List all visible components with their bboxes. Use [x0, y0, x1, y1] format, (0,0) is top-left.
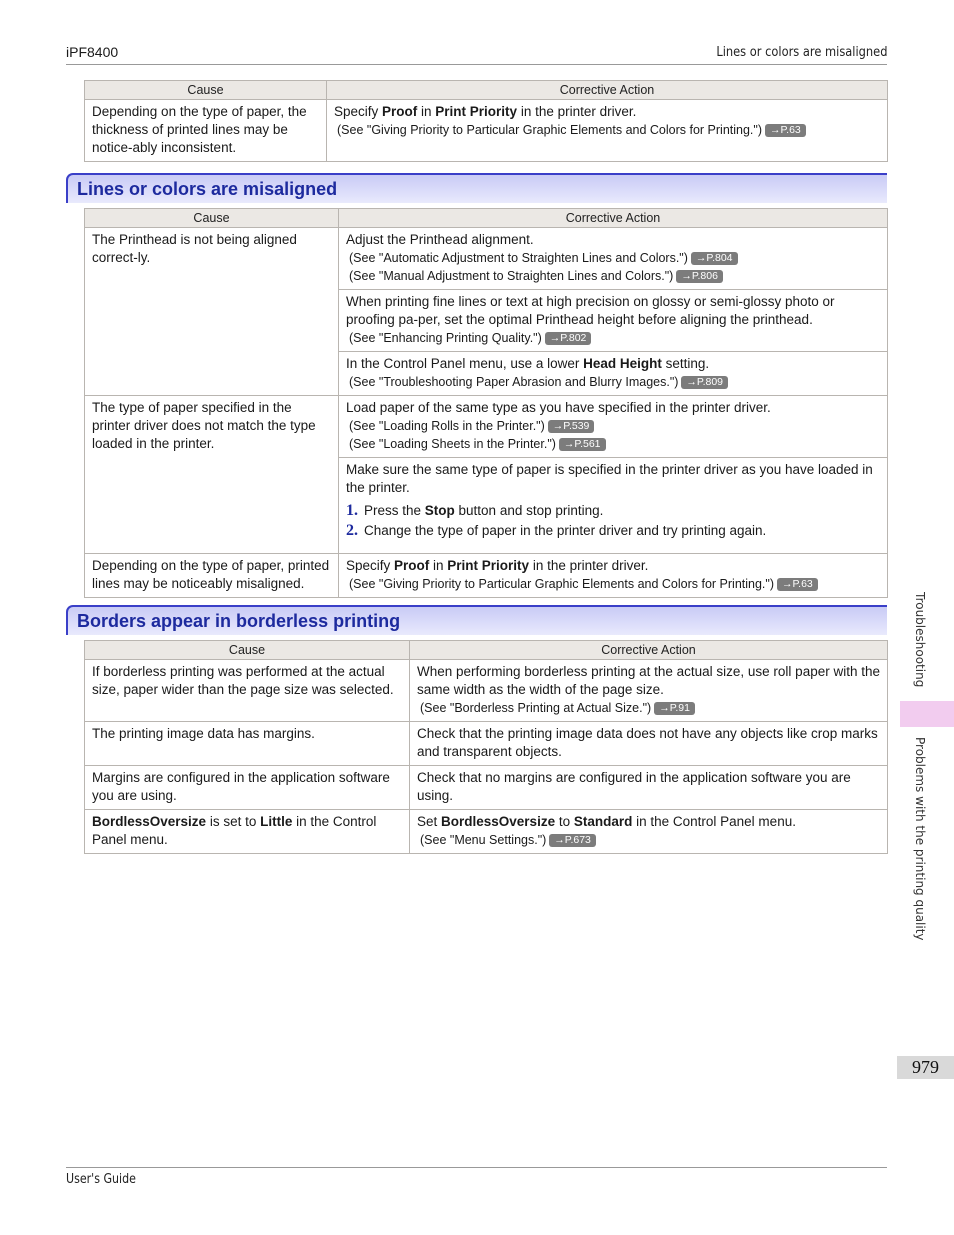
product-name: iPF8400: [66, 44, 119, 60]
see-reference: (See "Enhancing Printing Quality."): [349, 331, 542, 345]
chapter-tab-marker: [900, 701, 954, 727]
footer-divider: [66, 1167, 887, 1168]
step-item: 1. Press the Stop button and stop printing.: [346, 502, 604, 519]
page-link[interactable]: →P.539: [548, 420, 595, 433]
step-item: 2. Change the type of paper in the printer driver and try printing again.: [346, 522, 767, 539]
cause-text: BordlessOversize is set to Little in the Control Panel menu.: [92, 814, 377, 847]
action-text: Check that no margins are configured in the application software you are using.: [417, 770, 851, 803]
page-link[interactable]: →P.804: [691, 252, 738, 265]
see-reference: (See "Loading Sheets in the Printer."): [349, 437, 556, 451]
action-text: Check that the printing image data does not have any objects like crop marks and transparent objects.: [417, 726, 878, 759]
table-row: [85, 766, 888, 810]
table-row: [85, 396, 888, 458]
see-reference: (See "Borderless Printing at Actual Size."): [420, 701, 652, 715]
see-reference: (See "Loading Rolls in the Printer."): [349, 419, 545, 433]
page-link[interactable]: →P.91: [654, 702, 695, 715]
action-text: Adjust the Printhead alignment.: [346, 232, 534, 247]
step-number: 2.: [346, 522, 358, 539]
col-cause-header: Cause: [85, 81, 327, 100]
page-link[interactable]: →P.802: [545, 332, 592, 345]
table-row: [85, 722, 888, 766]
cause-text: The printing image data has margins.: [92, 726, 315, 741]
table-continued: [84, 80, 888, 162]
table-row: [85, 554, 888, 598]
page-number: 979: [897, 1056, 954, 1079]
cause-text: Depending on the type of paper, the thickness of printed lines may be notice-ably inconsistent.: [92, 104, 307, 155]
side-chapter-label: Troubleshooting: [913, 592, 927, 688]
step-number: 1.: [346, 502, 358, 519]
cause-text: If borderless printing was performed at the actual size, paper wider than the page size was selected.: [92, 664, 394, 697]
section-title: Borders appear in borderless printing: [77, 611, 401, 631]
table-borders: [84, 640, 888, 854]
footer-guide-name: User's Guide: [66, 1172, 136, 1187]
page-link[interactable]: →P.63: [765, 124, 806, 137]
action-text: Specify Proof in Print Priority in the printer driver.: [346, 558, 649, 573]
table-misaligned: [84, 208, 888, 598]
see-reference: (See "Giving Priority to Particular Graphic Elements and Colors for Printing."): [349, 577, 775, 591]
see-reference: (See "Automatic Adjustment to Straighten Lines and Colors."): [349, 251, 688, 265]
col-action-header: Corrective Action: [410, 641, 888, 660]
col-action-header: Corrective Action: [327, 81, 888, 100]
table-row: [85, 228, 888, 290]
page-link[interactable]: →P.63: [777, 578, 818, 591]
page-link[interactable]: →P.673: [549, 834, 596, 847]
action-text: Specify Proof in Print Priority in the printer driver.: [334, 104, 637, 119]
page-link[interactable]: →P.561: [559, 438, 606, 451]
page-link[interactable]: →P.806: [676, 270, 723, 283]
action-text: Set BordlessOversize to Standard in the Control Panel menu.: [417, 814, 796, 829]
side-subchapter-label: Problems with the printing quality: [913, 737, 927, 941]
cause-text: The Printhead is not being aligned correct-ly.: [92, 232, 297, 265]
see-reference: (See "Troubleshooting Paper Abrasion and Blurry Images."): [349, 375, 679, 389]
cause-text: Margins are configured in the application software you are using.: [92, 770, 390, 803]
see-reference: (See "Manual Adjustment to Straighten Lines and Colors."): [349, 269, 674, 283]
section-title: Lines or colors are misaligned: [77, 179, 338, 199]
see-reference: (See "Giving Priority to Particular Graphic Elements and Colors for Printing."): [337, 123, 763, 137]
cause-text: The type of paper specified in the printer driver does not match the type loaded in the printer.: [92, 400, 316, 451]
table-row: [85, 660, 888, 722]
table-row: [85, 810, 888, 854]
action-text: When printing fine lines or text at high precision on glossy or semi-glossy photo or proofing pa-per, set the optimal Printhead height before aligning the printhead.: [346, 294, 835, 327]
action-text: Make sure the same type of paper is specified in the printer driver as you have loaded in the printer.: [346, 462, 873, 495]
page-link[interactable]: →P.809: [681, 376, 728, 389]
table-row: [85, 100, 888, 162]
col-cause-header: Cause: [85, 209, 339, 228]
action-text: Load paper of the same type as you have specified in the printer driver.: [346, 400, 771, 415]
cause-text: Depending on the type of paper, printed lines may be noticeably misaligned.: [92, 558, 330, 591]
action-text: In the Control Panel menu, use a lower Head Height setting.: [346, 356, 710, 371]
col-cause-header: Cause: [85, 641, 410, 660]
section-heading-misaligned: [66, 173, 887, 203]
see-reference: (See "Menu Settings."): [420, 833, 547, 847]
running-header-title: Lines or colors are misaligned: [715, 45, 887, 60]
section-heading-borders: [66, 605, 887, 635]
col-action-header: Corrective Action: [339, 209, 888, 228]
action-text: When performing borderless printing at the actual size, use roll paper with the same width as the width of the page size.: [417, 664, 880, 697]
header-divider: [66, 64, 887, 65]
